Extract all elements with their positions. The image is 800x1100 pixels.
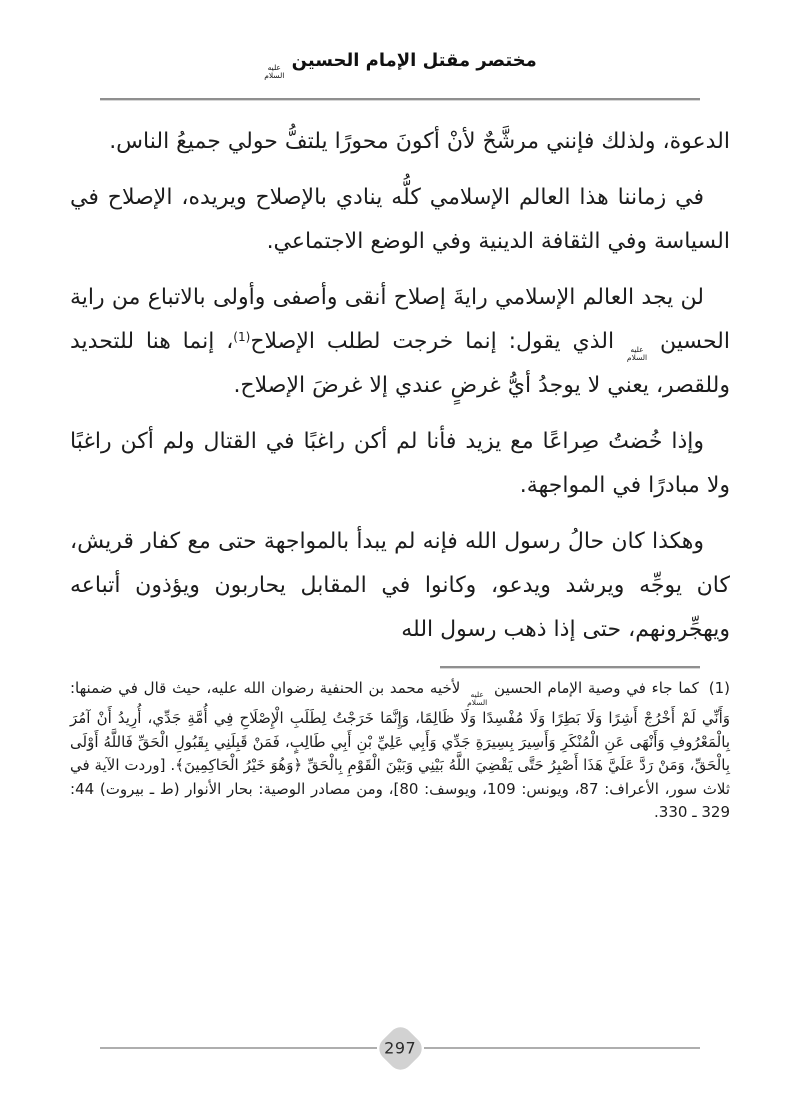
footer-line-right [424,1047,701,1049]
body-paragraph: وإذا خُضتُ صِراعًا مع يزيد فأنا لم أكن راغبًا في القتال ولم أكن راغبًا ولا مبادرًا في المواجهة. [70,429,730,498]
page-number-badge [374,1022,426,1074]
alayhi-salam-honorific: عليه السلام [467,690,488,707]
header-divider [100,98,700,100]
body-paragraph: لن يجد العالم الإسلامي رايةَ إصلاح أنقى وأصفى وأولى بالاتباع من راية الحسين عليه السلام الذي يقول: إنما خرجت لطلب الإصلاح$^{(1)}$، إنما هنا للتحديد وللقصر، يعني لا يوجدُ أيُّ غرضٍ عندي إلا غرضَ الإصلاح. [70,285,730,398]
body-paragraph: الدعوة، ولذلك فإنني مرشَّحٌ لأنْ أكونَ محورًا يلتفُّ حولي جميعُ الناس. [109,129,730,154]
footnote [70,677,730,825]
page-number: 297 [383,1038,417,1058]
footnote-ref-1: (1) [233,330,251,344]
book-title: مختصر مقتل الإمام الحسين عليه السلام [264,50,537,80]
footnote-divider [440,666,700,668]
main-text [70,120,730,652]
body-paragraph: وهكذا كان حالُ رسول الله فإنه لم يبدأ بالمواجهة حتى مع كفار قريش، كان يوجِّه ويرشد ويدعو، وكانوا في المقابل يحاربون ويؤذون أتباعه ويهجِّرونهم، حتى إذا ذهب رسول الله [70,529,730,642]
footnote-marker: (1) [708,679,730,697]
page-header [0,0,800,100]
footer-line-left [100,1047,377,1049]
alayhi-salam-honorific: عليه السلام [264,63,285,80]
alayhi-salam-honorific: عليه السلام [626,345,648,362]
body-paragraph: في زماننا هذا العالم الإسلامي كلُّه ينادي بالإصلاح ويريده، الإصلاح في السياسة وفي الثقافة الدينية وفي الوضع الاجتماعي. [70,185,730,254]
page-footer [100,1020,700,1076]
footnote-text: كما جاء في وصية الإمام الحسين عليه السلام لأخيه محمد بن الحنفية رضوان الله عليه، حيث قال في ضمنها: وَأَنِّي لَمْ أَخْرُجْ أَشِرًا وَلَا بَطِرًا وَلَا مُفْسِدًا وَلَا ظَالِمًا، وَإِنَّمَا خَرَجْتُ لِطَلَبِ الْإِصْلَاحِ فِي أُمَّةِ جَدِّي، أُرِيدُ أَنْ آمُرَ بِالْمَعْرُوفِ وَأَنْهَى عَنِ الْمُنْكَرِ وَأَسِيرَ بِسِيرَةِ جَدِّي وَأَبِي عَلِيِّ بْنِ أَبِي طَالِبٍ، فَمَنْ قَبِلَنِي بِقَبُولِ الْحَقِّ فَاللَّهُ أَوْلَى بِالْحَقِّ، وَمَنْ رَدَّ عَلَيَّ هَذَا أَصْبِرُ حَتَّى يَقْضِيَ اللَّهُ بَيْنِي وَبَيْنَ الْقَوْمِ بِالْحَقِّ ﴿وَهُوَ خَيْرُ الْحَاكِمِينَ﴾. [وردت الآية في ثلاث سور، الأعراف: 87، ويونس: 109، ويوسف: 80]، ومن مصادر الوصية: بحار الأنوار (ط ـ بيروت) 44: 329 ـ 330. [70,679,730,821]
